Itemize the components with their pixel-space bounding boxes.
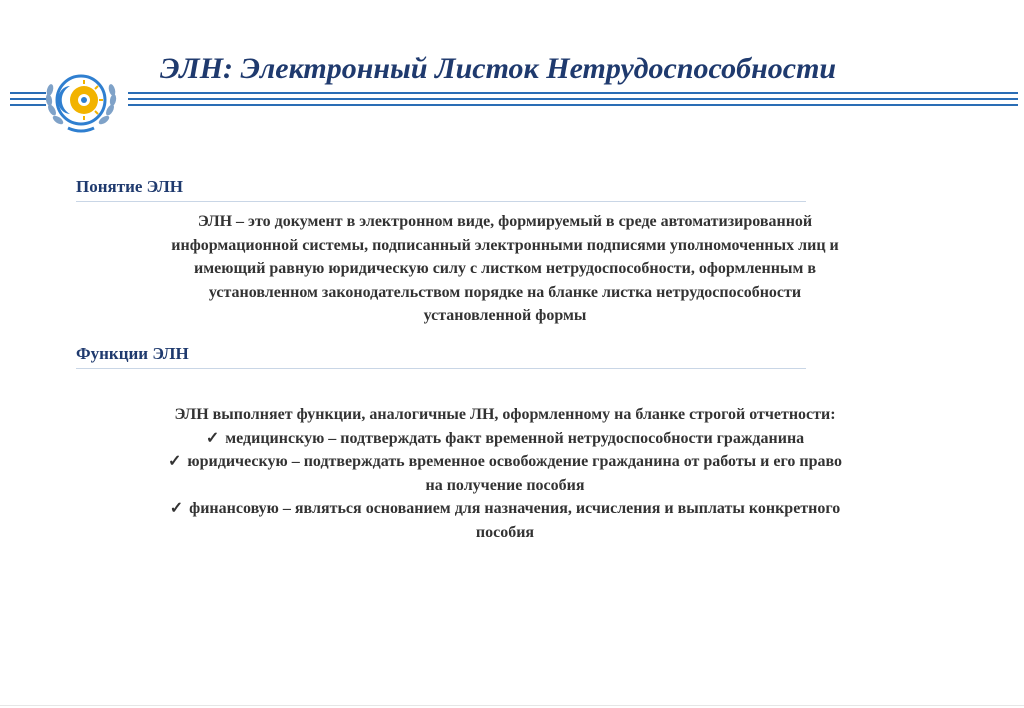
- section-heading-concept: Понятие ЭЛН: [76, 177, 806, 202]
- list-item: [160, 427, 850, 451]
- divider: [0, 705, 1024, 706]
- list-item: [160, 450, 850, 497]
- section-heading-functions: Функции ЭЛН: [76, 344, 806, 369]
- list-item: [160, 497, 850, 544]
- header-stripes-right: [128, 92, 1018, 114]
- checkmark-icon: ✓: [169, 500, 184, 517]
- function-item-financial: финансовую – являться основанием для назначения, исчисления и выплаты конкретного пособия: [189, 500, 841, 541]
- fss-emblem-icon: [40, 66, 122, 140]
- function-item-medical: медицинскую – подтверждать факт временной нетрудоспособности гражданина: [225, 429, 805, 447]
- checkmark-icon: ✓: [205, 429, 220, 447]
- functions-block: [160, 403, 850, 544]
- checkmark-icon: ✓: [167, 453, 182, 470]
- function-item-legal: юридическую – подтверждать временное освобождение гражданина от работы и его право на получение пособия: [187, 453, 843, 494]
- slide-title: ЭЛН: Электронный Листок Нетрудоспособности: [160, 52, 837, 85]
- functions-intro: ЭЛН выполняет функции, аналогичные ЛН, оформленному на бланке строгой отчетности:: [174, 406, 836, 423]
- concept-definition: ЭЛН – это документ в электронном виде, формируемый в среде автоматизированной информационной системы, подписанный электронными подписями уполномоченных лиц и имеющий равную юридическую силу с листком нетрудоспособности, оформленным в установленном законодательством порядке на бланке листка нетрудоспособности установленной формы: [171, 213, 839, 324]
